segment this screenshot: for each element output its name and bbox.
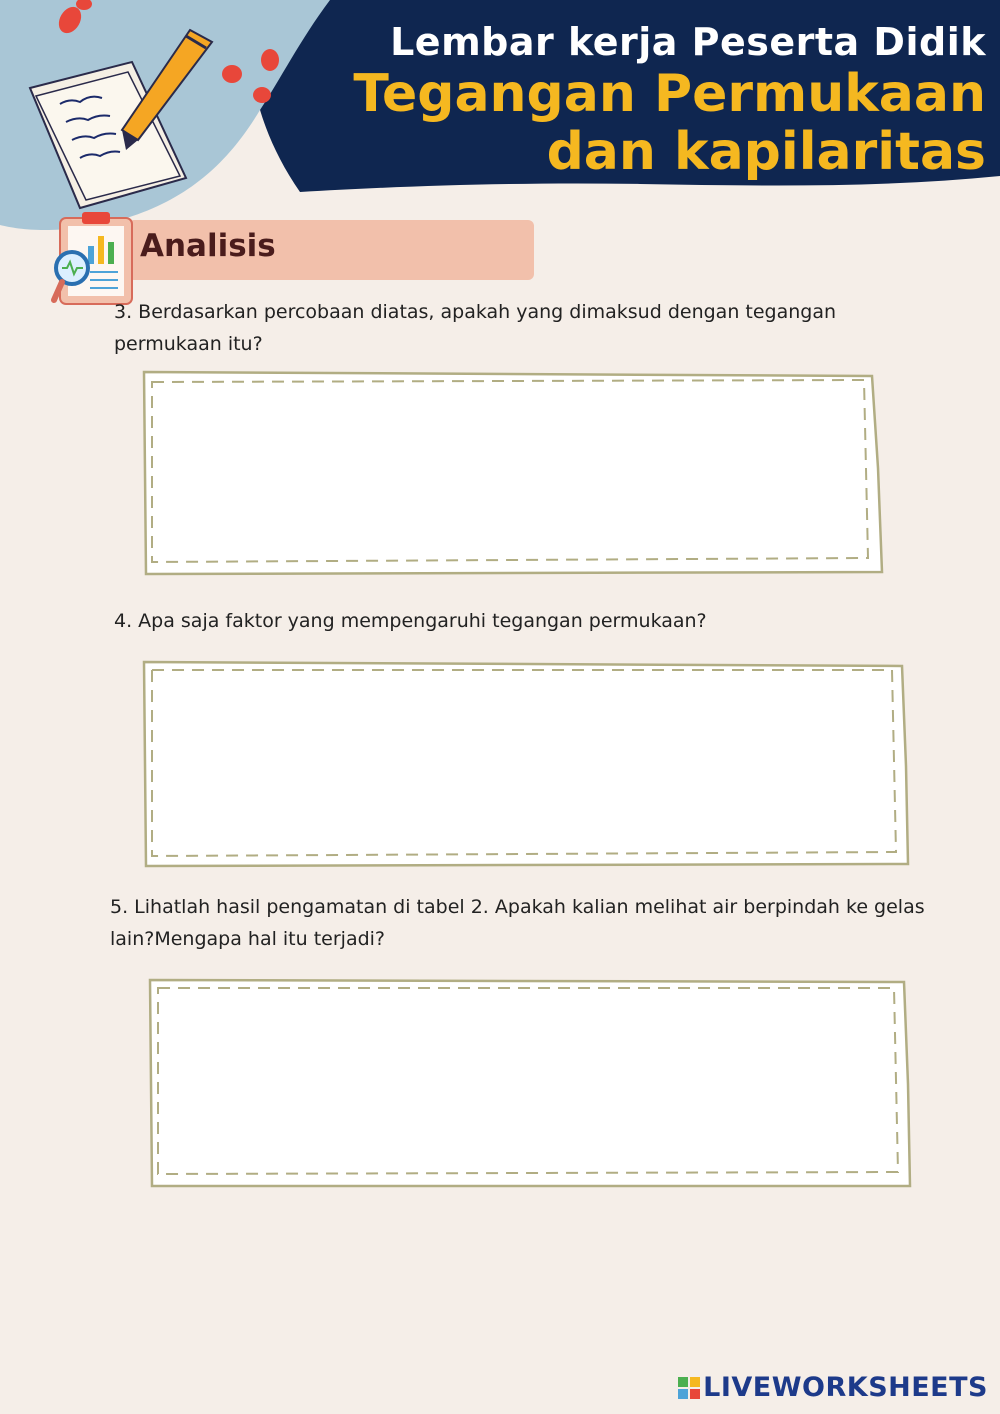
liveworksheets-brand [678, 1372, 988, 1403]
question-5-text: 5. Lihatlah hasil pengamatan di tabel 2. Apakah kalian melihat air berpindah ke gelas lain?Mengapa hal itu terjadi? [110, 896, 925, 950]
answer-box-3 [140, 368, 884, 578]
worksheet-title-line2: dan kapilaritas [546, 122, 986, 182]
worksheet-title-line1: Tegangan Permukaan [353, 64, 986, 124]
brand-name: LIVEWORKSHEETS [703, 1372, 988, 1403]
liveworksheets-logo-icon [678, 1377, 700, 1399]
section-title: Analisis [140, 228, 276, 264]
answer-input-3[interactable] [156, 384, 860, 558]
answer-input-5[interactable] [162, 990, 890, 1172]
question-4-text: 4. Apa saja faktor yang mempengaruhi tegangan permukaan? [114, 610, 707, 632]
question-3-text: 3. Berdasarkan percobaan diatas, apakah yang dimaksud dengan tegangan permukaan itu? [114, 301, 837, 355]
answer-box-5 [146, 974, 914, 1192]
answer-box-4 [140, 656, 912, 870]
answer-input-4[interactable] [156, 672, 888, 850]
worksheet-subtitle: Lembar kerja Peserta Didik [390, 20, 986, 64]
